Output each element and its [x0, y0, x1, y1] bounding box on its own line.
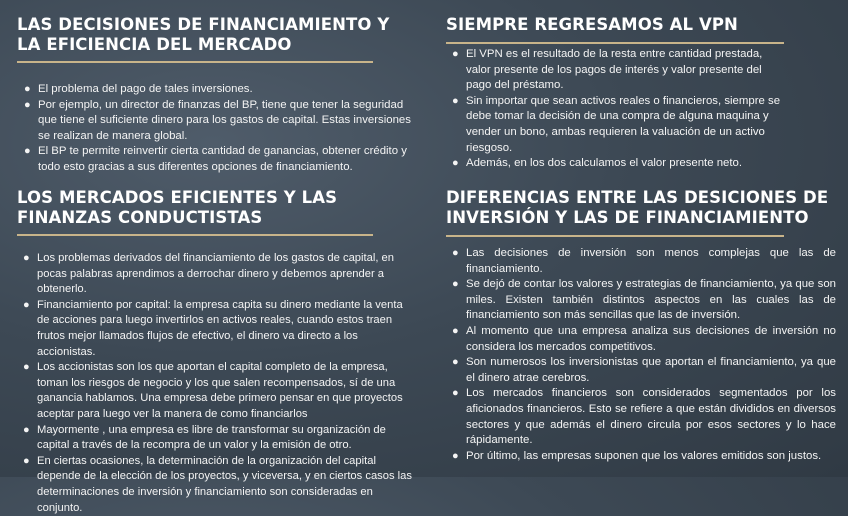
- bullet-icon: ●: [23, 361, 30, 374]
- bullet-icon: ●: [452, 356, 459, 369]
- list-item: ● Sin importar que sean activos reales o financieros, siempre se debe tomar la decisión de una compra de alguna maquina y vender un bono, ambas requieren la valuación de un activo riesgoso.: [452, 94, 781, 154]
- title-underline: [17, 234, 373, 236]
- bullet-icon: ●: [23, 298, 30, 311]
- bullet-icon: ●: [452, 387, 459, 400]
- list-item: ● Los mercados financieros son considerados segmentados por los aficionados financieros. Esto se refiere a que están divididos en diversos sectores y que además el dinero circula por esos sectores y lo hace rápidamente.: [452, 387, 836, 447]
- list-item: ● El VPN es el resultado de la resta entre cantidad prestada, valor presente de los pagos de interés y valor presente del pago del préstamo.: [452, 48, 763, 92]
- list-item: ● En ciertas ocasiones, la determinación de la organización del capital depende de la elección de los proyectos, y viceversa, y en ciertos casos las determinaciones de inversión y financiamiento son consideradas en conjunto.: [23, 454, 412, 514]
- list-item: ● Los problemas derivados del financiamiento de los gastos de capital, en pocas palabras aprendimos a derrochar dinero y debemos aprender a obtenerlo.: [23, 252, 394, 296]
- section-title: SIEMPRE REGRESAMOS AL VPN: [446, 15, 738, 34]
- section-financing-decisions: [17, 15, 412, 176]
- section-investment-vs-financing: [446, 188, 841, 464]
- list-item: ● Al momento que una empresa analiza sus decisiones de inversión no considera los mercados competitivos.: [452, 324, 836, 353]
- bullet-icon: ●: [23, 454, 30, 467]
- list-item: ● Financiamiento por capital: la empresa capita su dinero mediante la venta de acciones para luego invertirlos en activos reales, cuando estos traen frutos mejor llamados flujos de efectivo, el dinero va directo a los accionistas.: [23, 298, 403, 358]
- bullet-icon: ●: [452, 48, 459, 60]
- list-item: ● Los accionistas son los que aportan el capital completo de la empresa, toman los riesgos de negocio y los que salen recompensados, sí de una ganancia hablamos. Una empresa debe primero pensar en que proyectos aceptar para luego ver la manera de como financiarlos: [23, 361, 403, 420]
- section-title: DIFERENCIAS ENTRE LAS DESICIONES DE INVERSIÓN Y LAS DE FINANCIAMIENTO: [446, 188, 829, 227]
- bullet-icon: ●: [24, 83, 31, 95]
- list-item: ● El problema del pago de tales inversiones.: [24, 82, 412, 98]
- list-item: ● Las decisiones de inversión son menos complejas que las de financiamiento.: [452, 247, 836, 275]
- bullet-icon: ●: [23, 423, 30, 436]
- bullet-icon: ●: [452, 278, 459, 291]
- bullet-icon: ●: [452, 157, 459, 170]
- bullet-list: [23, 251, 413, 516]
- bullet-icon: ●: [452, 324, 459, 337]
- list-item: ● Se dejó de contar los valores y estrategias de financiamiento, ya que son miles. Existen también distintos aspectos en las cuales las de financiamiento son más sencillas que las de inversión.: [452, 278, 836, 322]
- bullet-list: [452, 246, 836, 464]
- list-item: ● Son numerosos los inversionistas que aportan el financiamiento, ya que el dinero atrae cerebros.: [452, 356, 836, 384]
- title-underline: [446, 42, 784, 44]
- bullet-icon: ●: [24, 98, 31, 111]
- section-title: LAS DECISIONES DE FINANCIAMIENTO Y LA EFICIENCIA DEL MERCADO: [17, 15, 390, 54]
- bullet-icon: ●: [452, 247, 459, 259]
- section-title: LOS MERCADOS EFICIENTES Y LAS FINANZAS CONDUCTISTAS: [17, 188, 338, 227]
- section-vpn: [446, 15, 841, 172]
- list-item: ● Por último, las empresas suponen que los valores emitidos son justos.: [452, 449, 836, 465]
- list-item: ● El BP te permite reinvertir cierta cantidad de ganancias, obtener crédito y todo esto gracias a sus diferentes opciones de financiamiento.: [24, 145, 407, 173]
- bullet-list: [452, 47, 790, 172]
- bullet-list: [24, 82, 412, 176]
- bullet-icon: ●: [452, 94, 459, 107]
- bullet-icon: ●: [23, 252, 30, 264]
- title-underline: [446, 235, 784, 237]
- list-item: ● Por ejemplo, un director de finanzas del BP, tiene que tener la seguridad que tiene el suficiente dinero para los gastos de capital. Estas inversiones se realizan de manera global.: [24, 98, 411, 142]
- bullet-icon: ●: [452, 449, 459, 462]
- title-underline: [17, 61, 373, 63]
- section-efficient-markets: [17, 188, 417, 516]
- bullet-icon: ●: [24, 145, 31, 158]
- list-item: ● Mayormente , una empresa es libre de transformar su organización de capital a través de la recompra de un valor y la emisión de otro.: [23, 423, 386, 452]
- list-item: ● Además, en los dos calculamos el valor presente neto.: [452, 156, 790, 172]
